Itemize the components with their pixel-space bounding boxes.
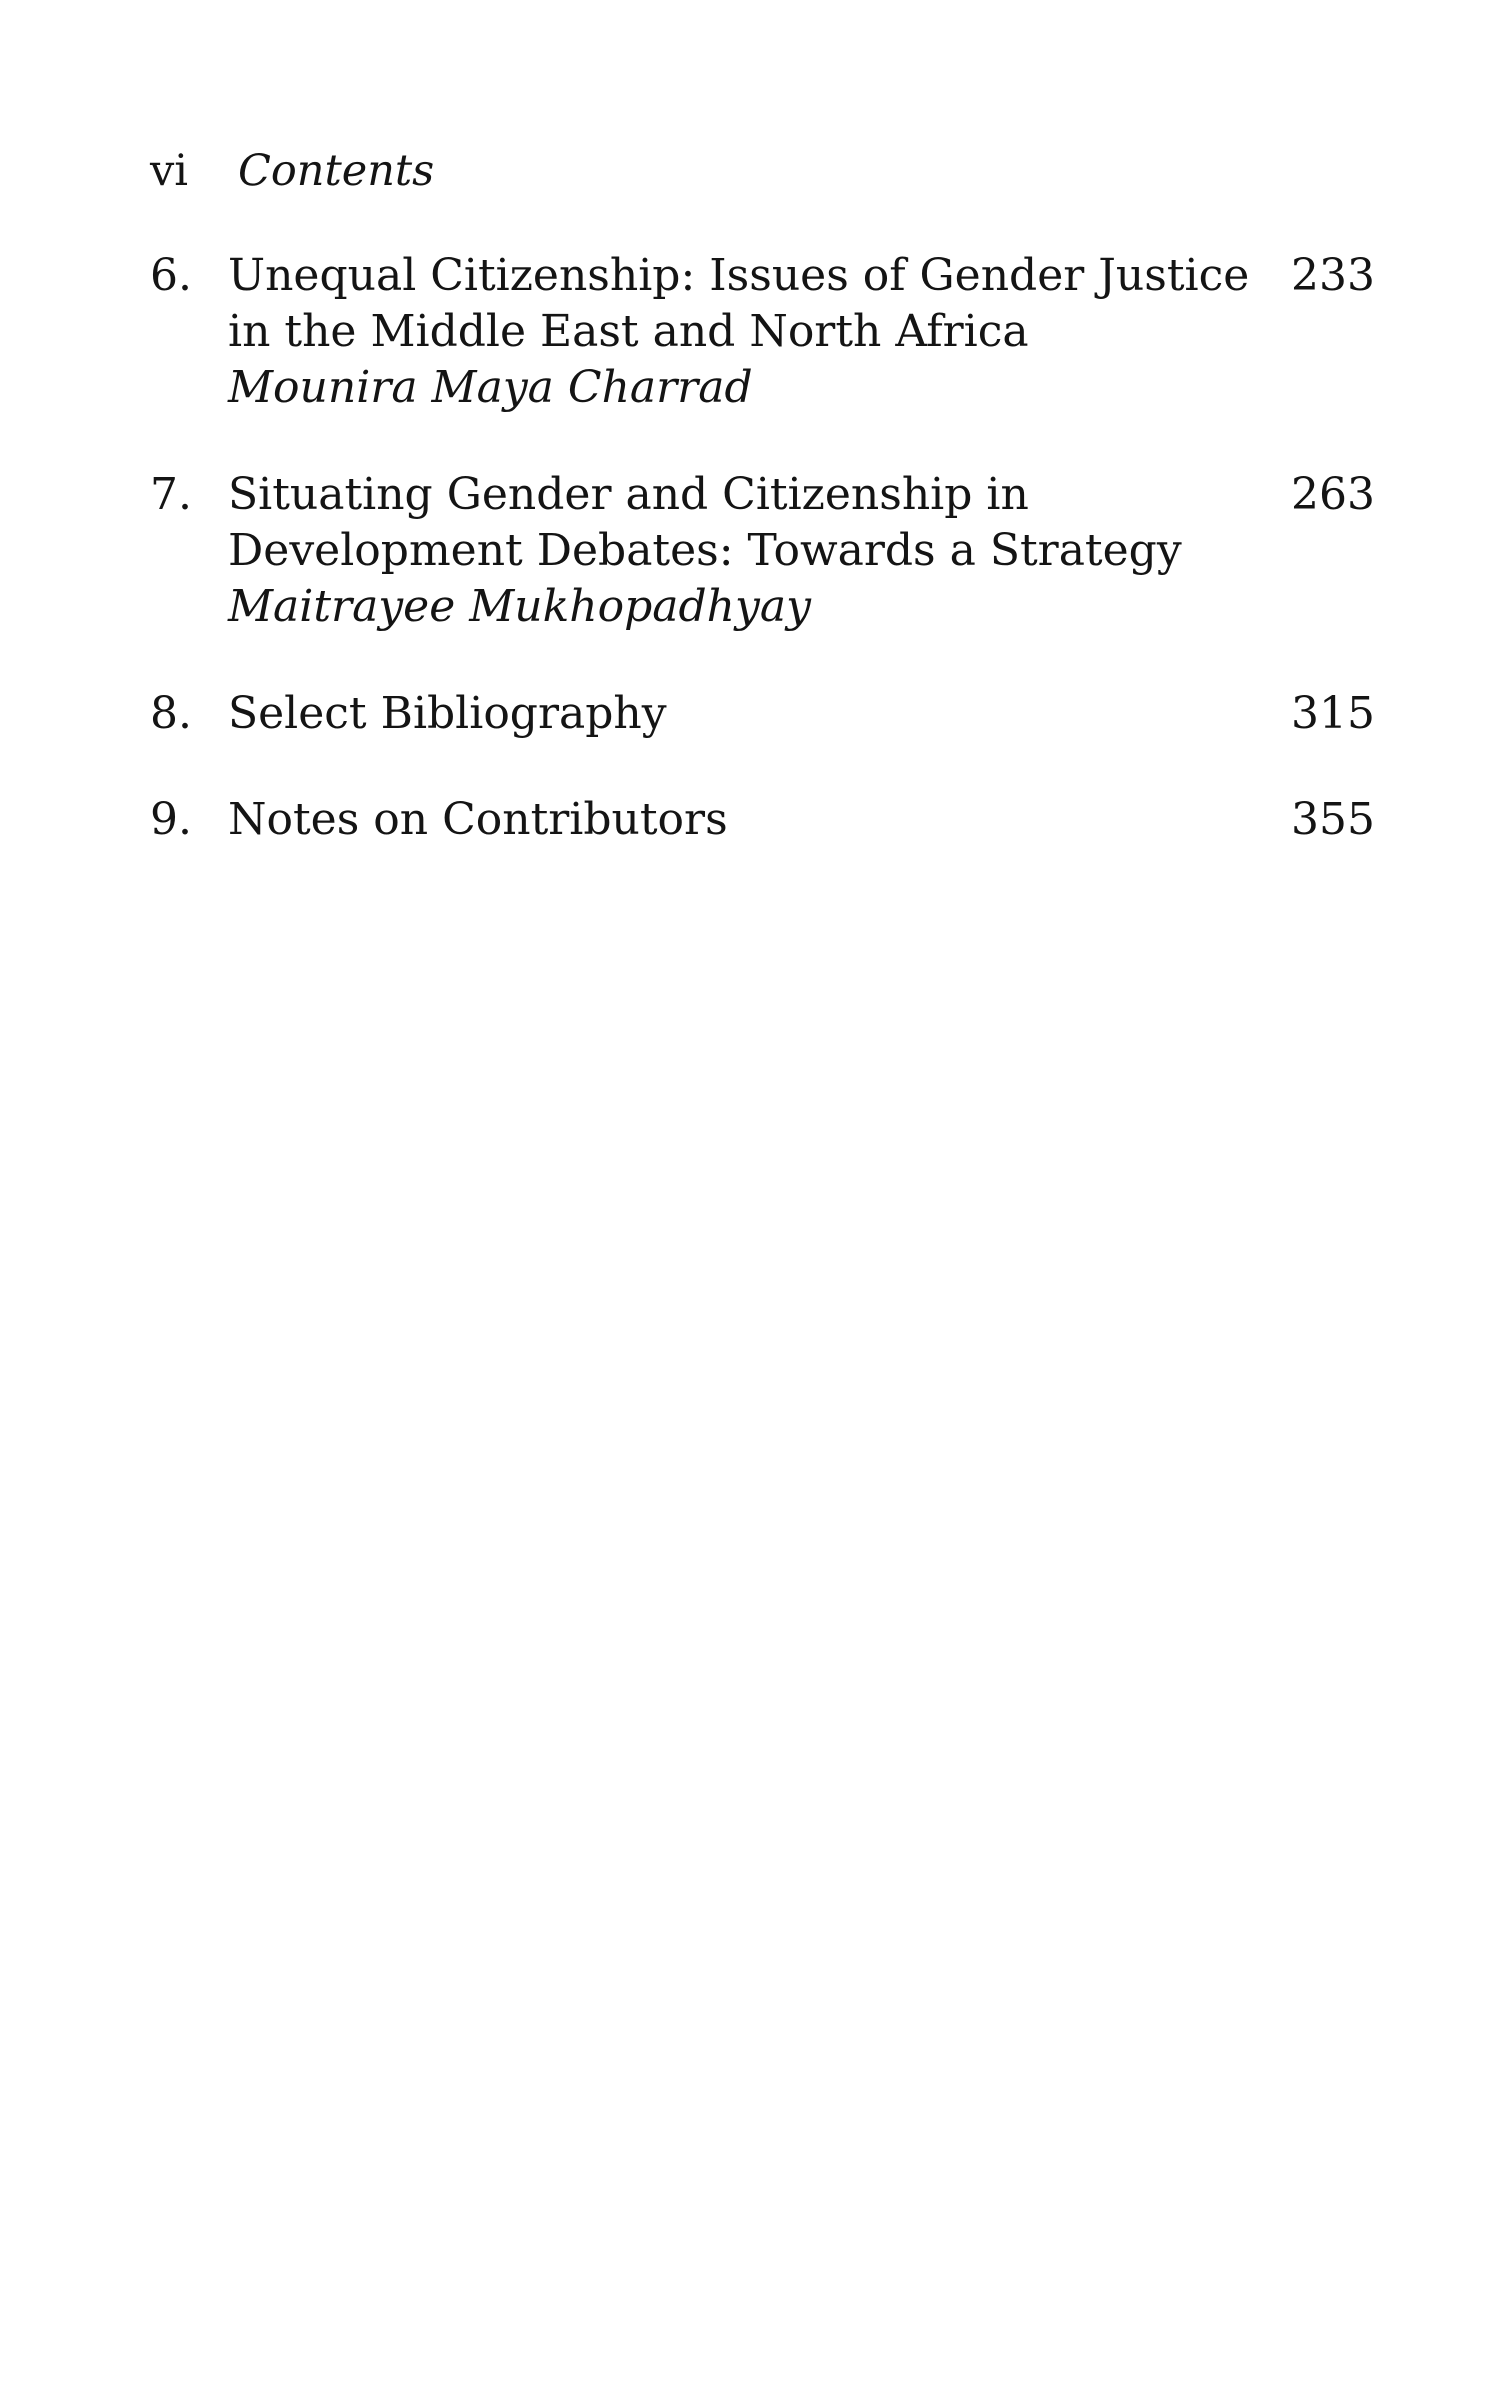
chapter-title [228,467,1258,635]
chapter-page-number: 263 [1291,469,1375,520]
chapter-title [228,686,1258,742]
chapter-author: Maitrayee Mukhopadhyay [228,581,811,632]
chapter-title [228,792,1258,848]
chapter-number: 8. [150,688,192,739]
chapter-title [228,248,1258,416]
chapter-title-line: Situating Gender and Citizenship in [228,469,1029,520]
chapter-title-line: Notes on Contributors [228,794,728,845]
chapter-number: 6. [150,250,192,301]
chapter-number: 7. [150,469,192,520]
chapter-page-number: 315 [1291,688,1375,739]
chapter-title-line: in the Middle East and North Africa [228,306,1029,357]
chapter-page-number: 233 [1291,250,1375,301]
chapter-title-line: Unequal Citizenship: Issues of Gender Justice [228,250,1250,301]
chapter-title-line: Development Debates: Towards a Strategy [228,525,1182,576]
chapter-page-number: 355 [1291,794,1375,845]
running-head-title: Contents [238,146,435,196]
chapter-author: Mounira Maya Charrad [228,362,753,413]
chapter-number: 9. [150,794,192,845]
chapter-title-line: Select Bibliography [228,688,667,739]
running-head [150,143,434,199]
page-number: vi [150,146,189,196]
